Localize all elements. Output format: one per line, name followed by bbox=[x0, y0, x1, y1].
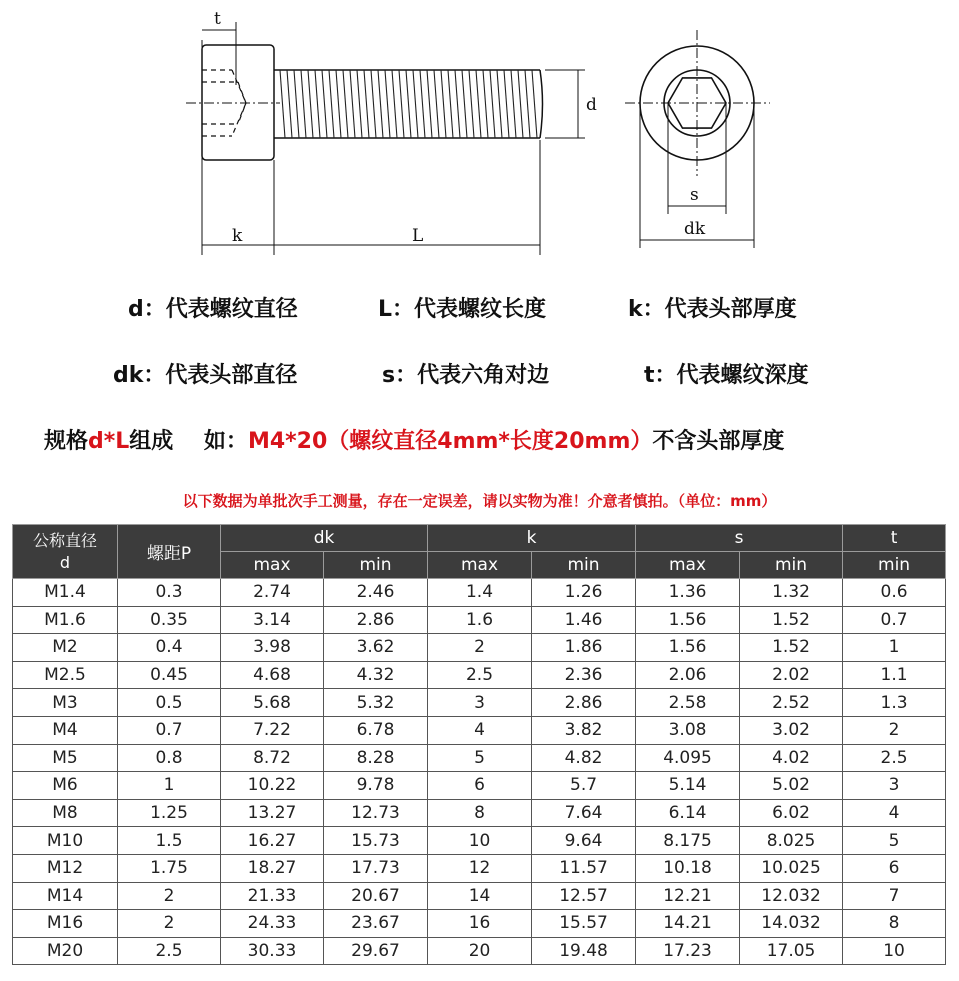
cell-k-max: 2.5 bbox=[428, 661, 532, 689]
cell-dk-max: 3.14 bbox=[221, 606, 324, 634]
table-row bbox=[13, 661, 946, 689]
cell-s-min: 4.02 bbox=[740, 744, 843, 772]
header-dk-max: max bbox=[221, 552, 324, 579]
cell-k-max: 1.4 bbox=[428, 579, 532, 607]
cell-dk-max: 18.27 bbox=[221, 854, 324, 882]
cell-s-max: 4.095 bbox=[636, 744, 740, 772]
cell-s-min: 12.032 bbox=[740, 882, 843, 910]
cell-t-min: 1.1 bbox=[843, 661, 946, 689]
cell-nominal: M5 bbox=[13, 744, 118, 772]
cell-dk-min: 6.78 bbox=[324, 716, 428, 744]
table-row bbox=[13, 634, 946, 662]
cell-s-max: 12.21 bbox=[636, 882, 740, 910]
header-s-min: min bbox=[740, 552, 843, 579]
screw-technical-drawing bbox=[0, 0, 959, 270]
cell-dk-min: 8.28 bbox=[324, 744, 428, 772]
dim-label-t: t bbox=[214, 9, 221, 29]
cell-dk-max: 8.72 bbox=[221, 744, 324, 772]
thread-lines bbox=[280, 70, 537, 138]
cell-nominal: M16 bbox=[13, 910, 118, 938]
cell-k-min: 12.57 bbox=[532, 882, 636, 910]
table-row bbox=[13, 744, 946, 772]
table-row bbox=[13, 827, 946, 855]
cell-k-max: 6 bbox=[428, 772, 532, 800]
cell-pitch: 1 bbox=[118, 772, 221, 800]
cell-dk-min: 3.62 bbox=[324, 634, 428, 662]
header-s-max: max bbox=[636, 552, 740, 579]
table-row bbox=[13, 882, 946, 910]
header-group-k: k bbox=[428, 525, 636, 552]
cell-pitch: 0.4 bbox=[118, 634, 221, 662]
cell-t-min: 7 bbox=[843, 882, 946, 910]
cell-pitch: 0.8 bbox=[118, 744, 221, 772]
cell-pitch: 1.25 bbox=[118, 799, 221, 827]
cell-dk-min: 2.86 bbox=[324, 606, 428, 634]
cell-t-min: 2.5 bbox=[843, 744, 946, 772]
legend-dk: dk：代表头部直径 bbox=[113, 363, 298, 388]
cell-k-min: 1.86 bbox=[532, 634, 636, 662]
table-row bbox=[13, 689, 946, 717]
cell-pitch: 1.5 bbox=[118, 827, 221, 855]
cell-nominal: M8 bbox=[13, 799, 118, 827]
cell-k-max: 14 bbox=[428, 882, 532, 910]
cell-pitch: 0.3 bbox=[118, 579, 221, 607]
cell-k-min: 3.82 bbox=[532, 716, 636, 744]
cell-t-min: 0.6 bbox=[843, 579, 946, 607]
cell-k-min: 19.48 bbox=[532, 937, 636, 965]
header-group-t: t bbox=[843, 525, 946, 552]
header-nominal-diameter bbox=[13, 525, 118, 579]
cell-t-min: 0.7 bbox=[843, 606, 946, 634]
cell-nominal: M10 bbox=[13, 827, 118, 855]
cell-k-min: 9.64 bbox=[532, 827, 636, 855]
cell-s-max: 17.23 bbox=[636, 937, 740, 965]
dim-label-dk: dk bbox=[684, 219, 706, 239]
table-row bbox=[13, 716, 946, 744]
cell-dk-min: 29.67 bbox=[324, 937, 428, 965]
cell-nominal: M1.4 bbox=[13, 579, 118, 607]
cell-t-min: 8 bbox=[843, 910, 946, 938]
header-pitch: 螺距P bbox=[118, 525, 221, 579]
cell-s-max: 2.58 bbox=[636, 689, 740, 717]
cell-s-min: 1.52 bbox=[740, 606, 843, 634]
cell-pitch: 1.75 bbox=[118, 854, 221, 882]
cell-nominal: M6 bbox=[13, 772, 118, 800]
cell-nominal: M14 bbox=[13, 882, 118, 910]
table-row bbox=[13, 854, 946, 882]
cell-dk-min: 15.73 bbox=[324, 827, 428, 855]
cell-dk-max: 24.33 bbox=[221, 910, 324, 938]
cell-s-max: 1.36 bbox=[636, 579, 740, 607]
header-nominal-label: 公称直径 bbox=[32, 530, 97, 550]
cell-pitch: 0.35 bbox=[118, 606, 221, 634]
dim-label-s: s bbox=[690, 185, 699, 205]
cell-dk-max: 21.33 bbox=[221, 882, 324, 910]
spec-middle: 组成 如： bbox=[129, 429, 248, 454]
cell-k-max: 3 bbox=[428, 689, 532, 717]
cell-dk-min: 9.78 bbox=[324, 772, 428, 800]
cell-k-max: 10 bbox=[428, 827, 532, 855]
cell-pitch: 0.7 bbox=[118, 716, 221, 744]
cell-k-min: 7.64 bbox=[532, 799, 636, 827]
cell-nominal: M3 bbox=[13, 689, 118, 717]
cell-pitch: 0.5 bbox=[118, 689, 221, 717]
cell-t-min: 2 bbox=[843, 716, 946, 744]
cell-s-min: 17.05 bbox=[740, 937, 843, 965]
cell-s-max: 5.14 bbox=[636, 772, 740, 800]
cell-s-min: 8.025 bbox=[740, 827, 843, 855]
table-body bbox=[13, 579, 946, 965]
cell-t-min: 1 bbox=[843, 634, 946, 662]
cell-s-min: 2.02 bbox=[740, 661, 843, 689]
legend-d: d：代表螺纹直径 bbox=[128, 297, 298, 322]
cell-t-min: 10 bbox=[843, 937, 946, 965]
header-t-min: min bbox=[843, 552, 946, 579]
cell-t-min: 3 bbox=[843, 772, 946, 800]
header-k-min: min bbox=[532, 552, 636, 579]
cell-t-min: 6 bbox=[843, 854, 946, 882]
cell-pitch: 2 bbox=[118, 910, 221, 938]
cell-k-max: 1.6 bbox=[428, 606, 532, 634]
spec-suffix: 不含头部厚度 bbox=[652, 429, 785, 454]
cell-k-max: 8 bbox=[428, 799, 532, 827]
cell-dk-max: 16.27 bbox=[221, 827, 324, 855]
cell-k-min: 1.46 bbox=[532, 606, 636, 634]
legend-k: k：代表头部厚度 bbox=[628, 297, 797, 322]
cell-s-max: 1.56 bbox=[636, 606, 740, 634]
legend-s: s：代表六角对边 bbox=[382, 363, 550, 388]
header-k-max: max bbox=[428, 552, 532, 579]
cell-k-max: 4 bbox=[428, 716, 532, 744]
top-view bbox=[625, 30, 770, 176]
cell-dk-min: 23.67 bbox=[324, 910, 428, 938]
cell-dk-min: 12.73 bbox=[324, 799, 428, 827]
cell-dk-max: 3.98 bbox=[221, 634, 324, 662]
cell-s-max: 2.06 bbox=[636, 661, 740, 689]
cell-t-min: 5 bbox=[843, 827, 946, 855]
cell-s-min: 14.032 bbox=[740, 910, 843, 938]
cell-k-min: 1.26 bbox=[532, 579, 636, 607]
cell-pitch: 0.45 bbox=[118, 661, 221, 689]
cell-nominal: M12 bbox=[13, 854, 118, 882]
cell-s-max: 3.08 bbox=[636, 716, 740, 744]
table-row bbox=[13, 606, 946, 634]
cell-k-max: 12 bbox=[428, 854, 532, 882]
cell-nominal: M2.5 bbox=[13, 661, 118, 689]
cell-dk-max: 7.22 bbox=[221, 716, 324, 744]
measurement-notice: 以下数据为单批次手工测量，存在一定误差，请以实物为准！介意者慎拍。（单位：mm） bbox=[182, 492, 777, 510]
cell-dk-min: 4.32 bbox=[324, 661, 428, 689]
cell-k-min: 2.36 bbox=[532, 661, 636, 689]
cell-s-min: 2.52 bbox=[740, 689, 843, 717]
cell-s-min: 5.02 bbox=[740, 772, 843, 800]
cell-k-max: 2 bbox=[428, 634, 532, 662]
cell-s-max: 1.56 bbox=[636, 634, 740, 662]
spec-formula: d*L bbox=[88, 429, 130, 454]
cell-s-max: 14.21 bbox=[636, 910, 740, 938]
dim-label-k: k bbox=[232, 226, 243, 246]
legend-L: L：代表螺纹长度 bbox=[378, 297, 547, 322]
table-row bbox=[13, 579, 946, 607]
table-row bbox=[13, 937, 946, 965]
spec-format-line bbox=[44, 424, 784, 455]
cell-k-min: 2.86 bbox=[532, 689, 636, 717]
cell-k-max: 5 bbox=[428, 744, 532, 772]
cell-dk-min: 20.67 bbox=[324, 882, 428, 910]
table-row bbox=[13, 772, 946, 800]
legend-t: t：代表螺纹深度 bbox=[644, 363, 809, 388]
table-row bbox=[13, 799, 946, 827]
cell-k-max: 20 bbox=[428, 937, 532, 965]
cell-k-min: 15.57 bbox=[532, 910, 636, 938]
cell-dk-max: 10.22 bbox=[221, 772, 324, 800]
cell-k-min: 4.82 bbox=[532, 744, 636, 772]
cell-dk-min: 5.32 bbox=[324, 689, 428, 717]
cell-s-min: 10.025 bbox=[740, 854, 843, 882]
spec-table bbox=[12, 524, 946, 965]
cell-s-max: 10.18 bbox=[636, 854, 740, 882]
cell-nominal: M20 bbox=[13, 937, 118, 965]
header-nominal-symbol: d bbox=[59, 552, 71, 572]
cell-dk-max: 30.33 bbox=[221, 937, 324, 965]
cell-t-min: 4 bbox=[843, 799, 946, 827]
cell-t-min: 1.3 bbox=[843, 689, 946, 717]
cell-k-min: 11.57 bbox=[532, 854, 636, 882]
cell-dk-max: 5.68 bbox=[221, 689, 324, 717]
header-dk-min: min bbox=[324, 552, 428, 579]
cell-nominal: M4 bbox=[13, 716, 118, 744]
cell-s-max: 6.14 bbox=[636, 799, 740, 827]
dim-label-d: d bbox=[586, 95, 597, 115]
cell-dk-max: 4.68 bbox=[221, 661, 324, 689]
spec-prefix: 规格 bbox=[44, 429, 89, 454]
header-group-s: s bbox=[636, 525, 843, 552]
cell-k-min: 5.7 bbox=[532, 772, 636, 800]
cell-dk-min: 2.46 bbox=[324, 579, 428, 607]
cell-dk-max: 13.27 bbox=[221, 799, 324, 827]
table-row bbox=[13, 910, 946, 938]
cell-nominal: M1.6 bbox=[13, 606, 118, 634]
cell-s-max: 8.175 bbox=[636, 827, 740, 855]
dim-label-L: L bbox=[412, 226, 424, 246]
spec-example: M4*20（螺纹直径4mm*长度20mm） bbox=[247, 429, 653, 454]
cell-k-max: 16 bbox=[428, 910, 532, 938]
cell-s-min: 3.02 bbox=[740, 716, 843, 744]
cell-s-min: 6.02 bbox=[740, 799, 843, 827]
cell-pitch: 2 bbox=[118, 882, 221, 910]
cell-s-min: 1.52 bbox=[740, 634, 843, 662]
header-group-dk: dk bbox=[221, 525, 428, 552]
cell-dk-max: 2.74 bbox=[221, 579, 324, 607]
cell-dk-min: 17.73 bbox=[324, 854, 428, 882]
cell-s-min: 1.32 bbox=[740, 579, 843, 607]
cell-nominal: M2 bbox=[13, 634, 118, 662]
cell-pitch: 2.5 bbox=[118, 937, 221, 965]
